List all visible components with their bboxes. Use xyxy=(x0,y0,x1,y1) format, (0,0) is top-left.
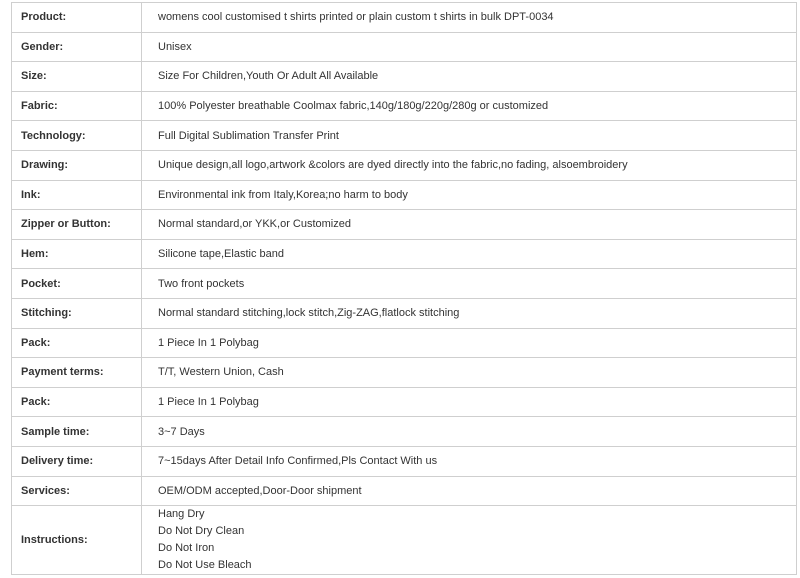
table-row-instructions xyxy=(12,506,797,575)
table-row xyxy=(12,446,797,476)
row-value: Unisex xyxy=(142,32,797,62)
row-value: womens cool customised t shirts printed or plain custom t shirts in bulk DPT-0034 xyxy=(142,3,797,33)
row-label: Drawing: xyxy=(12,150,142,180)
row-value: 1 Piece In 1 Polybag xyxy=(142,328,797,358)
row-label: Fabric: xyxy=(12,91,142,121)
row-label: Zipper or Button: xyxy=(12,210,142,240)
row-value: Normal standard,or YKK,or Customized xyxy=(142,210,797,240)
row-value: Size For Children,Youth Or Adult All Available xyxy=(142,62,797,92)
row-label: Technology: xyxy=(12,121,142,151)
instructions-list xyxy=(142,506,797,575)
table-row xyxy=(12,476,797,506)
table-row xyxy=(12,180,797,210)
table-row xyxy=(12,387,797,417)
row-label: Hem: xyxy=(12,239,142,269)
table-row xyxy=(12,417,797,447)
row-label: Pack: xyxy=(12,387,142,417)
table-row xyxy=(12,269,797,299)
row-label: Services: xyxy=(12,476,142,506)
row-label: Gender: xyxy=(12,32,142,62)
row-label: Instructions: xyxy=(12,506,142,575)
instruction-line: Do Not Use Bleach xyxy=(158,559,252,572)
row-label: Ink: xyxy=(12,180,142,210)
row-value: Unique design,all logo,artwork &colors are dyed directly into the fabric,no fading, alsoembroidery xyxy=(142,150,797,180)
row-value: Normal standard stitching,lock stitch,Zig-ZAG,flatlock stitching xyxy=(142,298,797,328)
table-row xyxy=(12,358,797,388)
row-value: 1 Piece In 1 Polybag xyxy=(142,387,797,417)
table-row xyxy=(12,210,797,240)
row-label: Stitching: xyxy=(12,298,142,328)
row-value: T/T, Western Union, Cash xyxy=(142,358,797,388)
row-label: Pack: xyxy=(12,328,142,358)
row-value: Full Digital Sublimation Transfer Print xyxy=(142,121,797,151)
row-label: Size: xyxy=(12,62,142,92)
row-value: Environmental ink from Italy,Korea;no harm to body xyxy=(142,180,797,210)
row-value: Two front pockets xyxy=(142,269,797,299)
product-spec-table xyxy=(11,2,797,575)
table-row xyxy=(12,239,797,269)
table-row xyxy=(12,62,797,92)
row-label: Sample time: xyxy=(12,417,142,447)
row-label: Payment terms: xyxy=(12,358,142,388)
row-value: OEM/ODM accepted,Door-Door shipment xyxy=(142,476,797,506)
row-value: 100% Polyester breathable Coolmax fabric,140g/180g/220g/280g or customized xyxy=(142,91,797,121)
table-row xyxy=(12,150,797,180)
table-row xyxy=(12,3,797,33)
row-value: 7~15days After Detail Info Confirmed,Pls Contact With us xyxy=(142,446,797,476)
table-row xyxy=(12,298,797,328)
row-label: Pocket: xyxy=(12,269,142,299)
table-row xyxy=(12,32,797,62)
row-value: Silicone tape,Elastic band xyxy=(142,239,797,269)
table-row xyxy=(12,328,797,358)
table-row xyxy=(12,121,797,151)
instruction-line: Hang Dry xyxy=(158,508,205,521)
instruction-line: Do Not Iron xyxy=(158,542,215,555)
row-label: Product: xyxy=(12,3,142,33)
instruction-line: Do Not Dry Clean xyxy=(158,525,245,538)
table-row xyxy=(12,91,797,121)
row-label: Delivery time: xyxy=(12,446,142,476)
row-value: 3~7 Days xyxy=(142,417,797,447)
